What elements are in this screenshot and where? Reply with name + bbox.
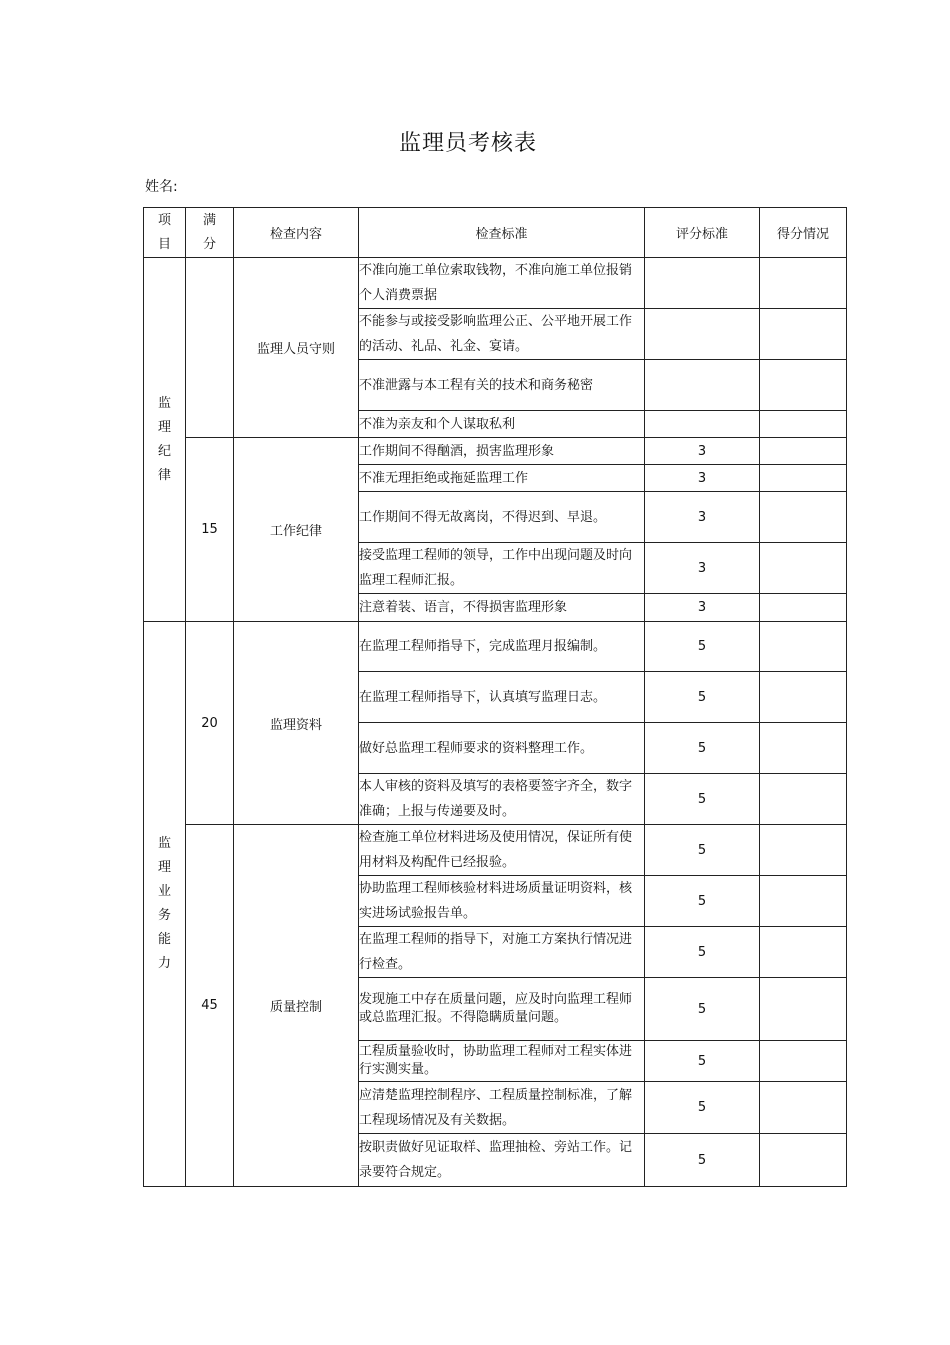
result-cell[interactable] [760, 672, 847, 723]
category-char: 纪 [157, 443, 171, 459]
category-char: 务 [157, 908, 171, 923]
check-standard: 不准为亲友和个人谋取私利 [359, 411, 645, 438]
result-cell[interactable] [760, 258, 847, 309]
header-full-score [186, 208, 234, 258]
rating-points: 5 [645, 1041, 760, 1082]
rating-points: 3 [645, 465, 760, 492]
check-standard: 在监理工程师指导下，认真填写监理日志。 [359, 672, 645, 723]
result-cell[interactable] [760, 723, 847, 774]
table-row [144, 825, 847, 876]
result-cell[interactable] [760, 438, 847, 465]
check-standard: 不能参与或接受影响监理公正、公平地开展工作的活动、礼品、礼金、宴请。 [359, 309, 645, 360]
rating-points: 5 [645, 927, 760, 978]
result-cell[interactable] [760, 360, 847, 411]
full-score: 20 [186, 622, 234, 825]
result-cell[interactable] [760, 411, 847, 438]
rating-points: 5 [645, 1134, 760, 1187]
rating-points: 5 [645, 978, 760, 1041]
check-standard: 发现施工中存在质量问题，应及时向监理工程师或总监理汇报。不得隐瞒质量问题。 [359, 978, 645, 1041]
full-score: 45 [186, 825, 234, 1187]
check-content: 监理资料 [234, 622, 359, 825]
rating-points: 5 [645, 774, 760, 825]
check-standard: 检查施工单位材料进场及使用情况，保证所有使用材料及构配件已经报验。 [359, 825, 645, 876]
rating-points: 3 [645, 492, 760, 543]
assessment-table [143, 207, 847, 1187]
category-competence [144, 622, 186, 1187]
rating-points [645, 411, 760, 438]
rating-points: 5 [645, 622, 760, 672]
check-content: 监理人员守则 [234, 258, 359, 438]
result-cell[interactable] [760, 1041, 847, 1082]
header-result: 得分情况 [760, 208, 847, 258]
header-item-line2: 目 [157, 236, 171, 252]
check-standard: 做好总监理工程师要求的资料整理工作。 [359, 723, 645, 774]
check-standard: 在监理工程师指导下，完成监理月报编制。 [359, 622, 645, 672]
check-standard: 按职责做好见证取样、监理抽检、旁站工作。记录要符合规定。 [359, 1134, 645, 1187]
category-char: 理 [157, 419, 171, 435]
check-standard: 不准泄露与本工程有关的技术和商务秘密 [359, 360, 645, 411]
check-standard: 在监理工程师的指导下，对施工方案执行情况进行检查。 [359, 927, 645, 978]
rating-points: 5 [645, 825, 760, 876]
check-standard: 不准向施工单位索取钱物，不准向施工单位报销个人消费票据 [359, 258, 645, 309]
page-title: 监理员考核表 [398, 131, 537, 156]
full-score: 15 [186, 438, 234, 622]
result-cell[interactable] [760, 465, 847, 492]
check-standard: 协助监理工程师核验材料进场质量证明资料，核实进场试验报告单。 [359, 876, 645, 927]
header-full-line1: 满 [202, 212, 216, 228]
header-rating: 评分标准 [645, 208, 760, 258]
check-standard: 接受监理工程师的领导，工作中出现问题及时向监理工程师汇报。 [359, 543, 645, 594]
result-cell[interactable] [760, 876, 847, 927]
result-cell[interactable] [760, 309, 847, 360]
full-score [186, 258, 234, 438]
result-cell[interactable] [760, 543, 847, 594]
result-cell[interactable] [760, 978, 847, 1041]
rating-points [645, 360, 760, 411]
result-cell[interactable] [760, 1082, 847, 1134]
check-standard: 工作期间不得酗酒，损害监理形象 [359, 438, 645, 465]
header-content: 检查内容 [234, 208, 359, 258]
check-standard: 应清楚监理控制程序、工程质量控制标准，了解工程现场情况及有关数据。 [359, 1082, 645, 1134]
name-label: 姓名: [145, 179, 178, 195]
rating-points: 5 [645, 672, 760, 723]
check-standard: 工作期间不得无故离岗，不得迟到、早退。 [359, 492, 645, 543]
category-char: 律 [157, 467, 171, 483]
table-row [144, 438, 847, 465]
check-standard: 工程质量验收时，协助监理工程师对工程实体进行实测实量。 [359, 1041, 645, 1082]
category-char: 监 [157, 836, 171, 851]
header-standard: 检查标准 [359, 208, 645, 258]
rating-points [645, 258, 760, 309]
check-standard: 本人审核的资料及填写的表格要签字齐全，数字准确；上报与传递要及时。 [359, 774, 645, 825]
result-cell[interactable] [760, 1134, 847, 1187]
result-cell[interactable] [760, 927, 847, 978]
result-cell[interactable] [760, 622, 847, 672]
header-item [144, 208, 186, 258]
header-full-line2: 分 [202, 236, 216, 252]
table-row [144, 622, 847, 672]
category-char: 监 [157, 395, 171, 411]
check-content: 质量控制 [234, 825, 359, 1187]
rating-points: 5 [645, 876, 760, 927]
check-standard: 不准无理拒绝或拖延监理工作 [359, 465, 645, 492]
header-item-line1: 项 [157, 212, 171, 228]
result-cell[interactable] [760, 774, 847, 825]
result-cell[interactable] [760, 492, 847, 543]
rating-points: 3 [645, 438, 760, 465]
check-content: 工作纪律 [234, 438, 359, 622]
rating-points: 3 [645, 594, 760, 622]
result-cell[interactable] [760, 594, 847, 622]
category-char: 理 [157, 860, 171, 875]
header-row [144, 208, 847, 258]
rating-points: 5 [645, 1082, 760, 1134]
category-char: 业 [157, 884, 171, 899]
table-row [144, 258, 847, 309]
check-standard: 注意着装、语言，不得损害监理形象 [359, 594, 645, 622]
result-cell[interactable] [760, 825, 847, 876]
rating-points [645, 309, 760, 360]
rating-points: 5 [645, 723, 760, 774]
category-char: 力 [157, 956, 171, 971]
category-discipline [144, 258, 186, 622]
category-char: 能 [157, 932, 171, 947]
rating-points: 3 [645, 543, 760, 594]
